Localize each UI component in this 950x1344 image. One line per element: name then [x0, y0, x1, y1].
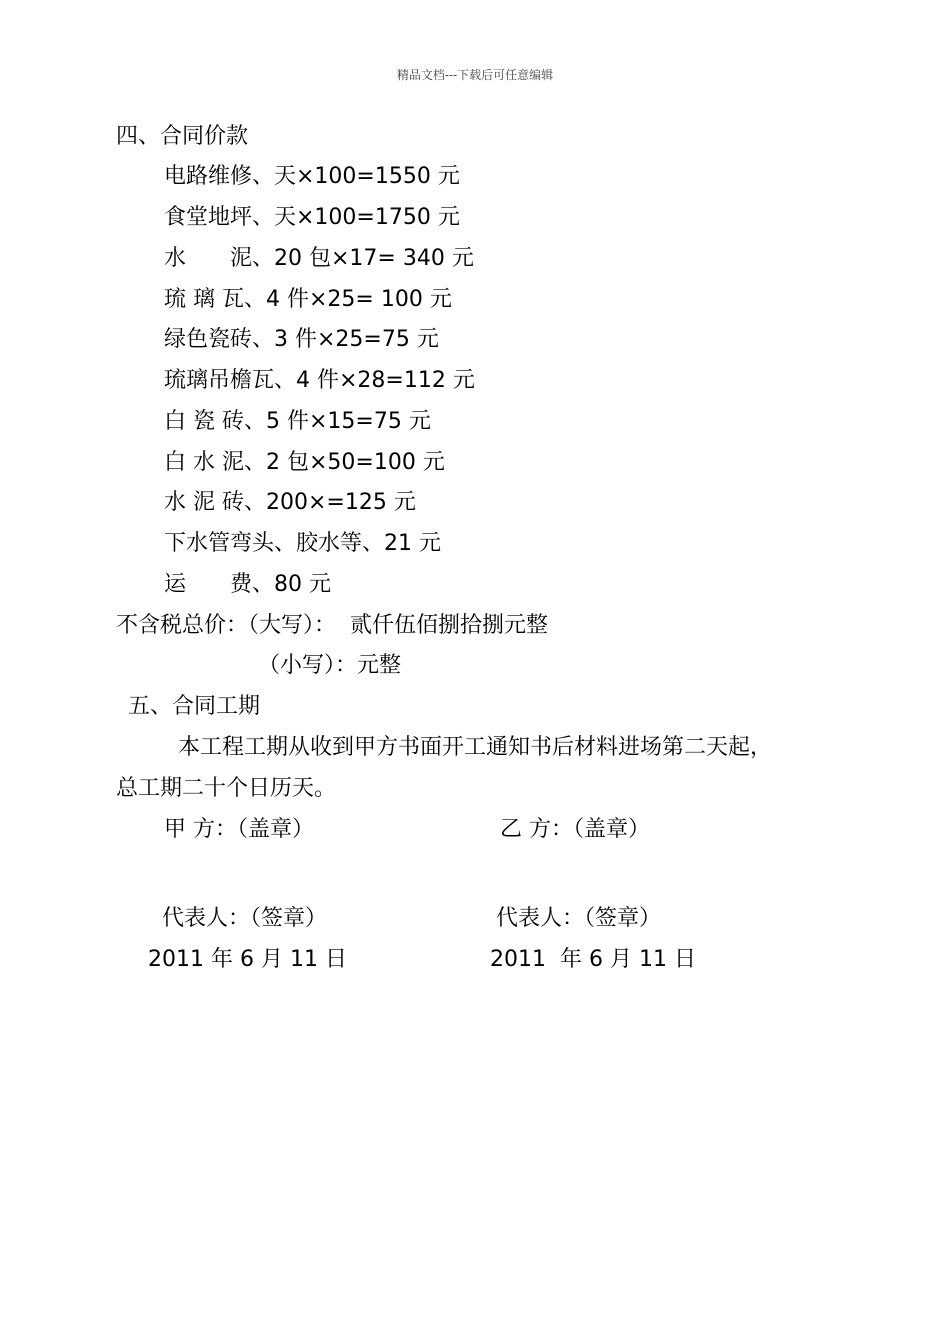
price-item: 白 瓷 砖、5 件×15=75 元 [164, 409, 431, 434]
party-b-seal: 乙 方：（盖章） [500, 817, 650, 842]
section-5-title: 五、合同工期 [128, 694, 261, 719]
price-item: 琉璃吊檐瓦、4 件×28=112 元 [164, 368, 475, 393]
price-item: 琉 璃 瓦、4 件×25= 100 元 [164, 287, 452, 312]
price-item: 水 泥、20 包×17= 340 元 [164, 246, 474, 271]
party-a-seal: 甲 方：（盖章） [164, 817, 314, 842]
section-5-paragraph-line-1: 本工程工期从收到甲方书面开工通知书后材料进场第二天起， [178, 735, 773, 760]
total-price-lower: （小写）：元整 [258, 653, 402, 678]
representative-b: 代表人：（签章） [496, 906, 662, 931]
price-item: 运 费、80 元 [164, 572, 331, 597]
price-item: 电路维修、天×100=1550 元 [164, 164, 460, 189]
price-item: 绿色瓷砖、3 件×25=75 元 [164, 327, 439, 352]
price-item: 白 水 泥、2 包×50=100 元 [164, 450, 445, 475]
date-b: 2011 年 6 月 11 日 [490, 947, 696, 972]
section-5-paragraph-line-2: 总工期二十个日历天。 [116, 776, 337, 801]
price-item: 水 泥 砖、200×=125 元 [164, 490, 416, 515]
page-header: 精品文档---下载后可任意编辑 [396, 68, 554, 82]
price-item: 食堂地坪、天×100=1750 元 [164, 205, 460, 230]
total-price-upper: 不含税总价：（大写）： 贰仟伍佰捌拾捌元整 [116, 613, 548, 638]
price-item: 下水管弯头、胶水等、21 元 [164, 531, 441, 556]
section-4-title: 四、合同价款 [116, 124, 249, 149]
date-a: 2011 年 6 月 11 日 [148, 947, 347, 972]
representative-a: 代表人：（签章） [162, 906, 328, 931]
